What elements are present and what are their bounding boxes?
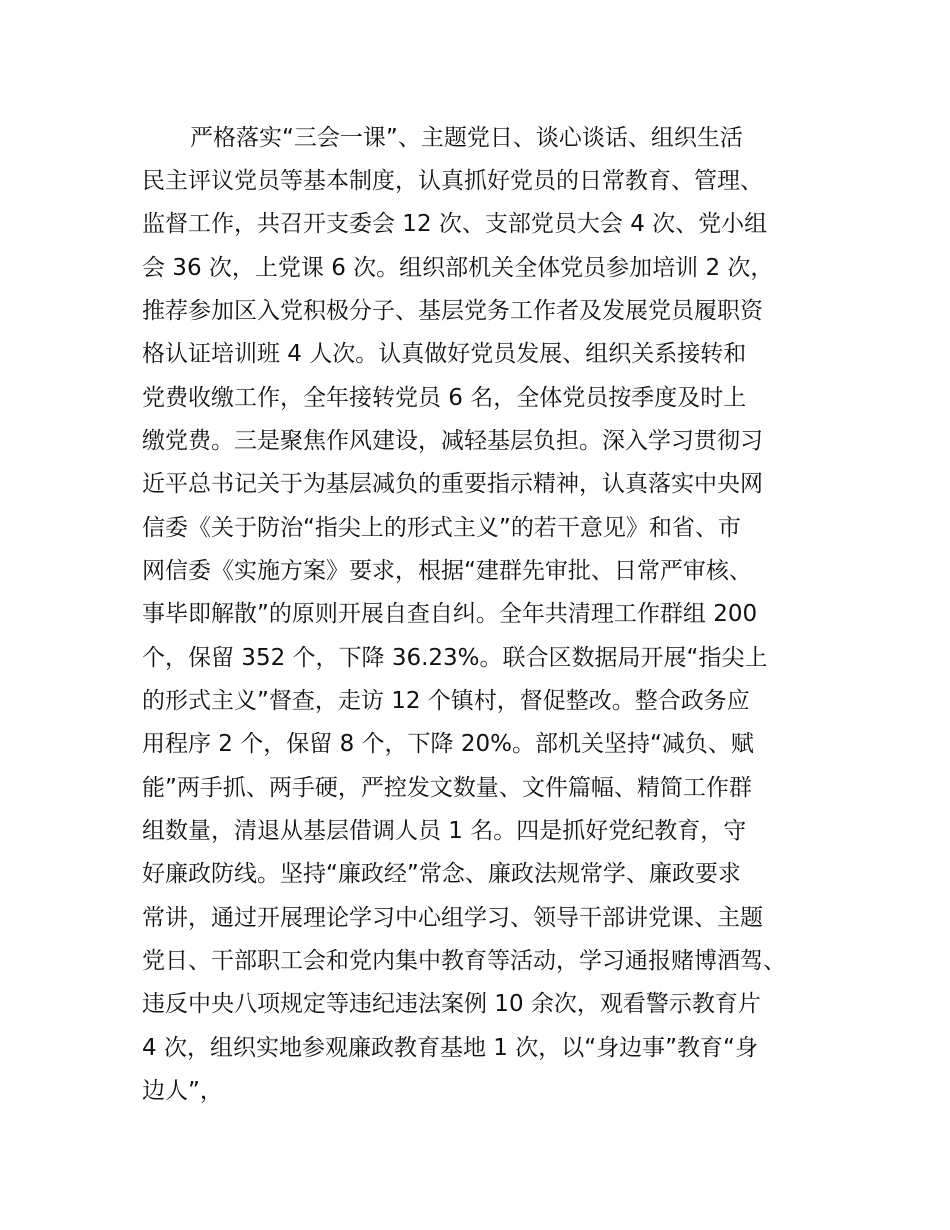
paragraph-line: 违反中央八项规定等违纪违法案例 10 余次，观看警示教育片 — [142, 991, 761, 1017]
paragraph-line: 格认证培训班 4 人次。认真做好党员发展、组织关系接转和 — [142, 341, 747, 367]
paragraph-line: 监督工作，共召开支委会 12 次、支部党员大会 4 次、党小组 — [142, 211, 768, 237]
paragraph-line: 缴党费。三是聚焦作风建设，减轻基层负担。深入学习贯彻习 — [142, 428, 763, 454]
paragraph-line: 会 36 次，上党课 6 次。组织部机关全体党员参加培训 2 次， — [142, 255, 774, 281]
paragraph-line: 网信委《实施方案》要求，根据“建群先审批、日常严审核、 — [142, 558, 752, 584]
paragraph-line: 能”两手抓、两手硬，严控发文数量、文件篇幅、精简工作群 — [142, 775, 752, 801]
paragraph-line: 事毕即解散”的原则开展自查自纠。全年共清理工作群组 200 — [142, 601, 758, 627]
paragraph-line: 个，保留 352 个，下降 36.23%。联合区数据局开展“指尖上 — [142, 645, 768, 671]
paragraph-line: 党日、干部职工会和党内集中教育等活动，学习通报赌博酒驾、 — [142, 948, 786, 974]
paragraph-line: 用程序 2 个，保留 8 个，下降 20%。部机关坚持“减负、赋 — [142, 731, 754, 757]
paragraph-line: 边人”， — [142, 1078, 223, 1104]
paragraph-line: 常讲，通过开展理论学习中心组学习、领导干部讲党课、主题 — [142, 905, 763, 931]
paragraph-line: 组数量，清退从基层借调人员 1 名。四是抓好党纪教育，守 — [142, 818, 747, 844]
paragraph-line: 4 次，组织实地参观廉政教育基地 1 次，以“身边事”教育“身 — [142, 1035, 758, 1061]
paragraph-line: 民主评议党员等基本制度，认真抓好党员的日常教育、管理、 — [142, 168, 763, 194]
paragraph-line: 严格落实“三会一课”、主题党日、谈心谈话、组织生活 — [190, 125, 743, 151]
paragraph-line: 信委《关于防治“指尖上的形式主义”的若干意见》和省、市 — [142, 515, 741, 541]
paragraph-line: 的形式主义”督查，走访 12 个镇村，督促整改。整合政务应 — [142, 688, 750, 714]
paragraph-line: 党费收缴工作，全年接转党员 6 名，全体党员按季度及时上 — [142, 385, 747, 411]
paragraph-line: 推荐参加区入党积极分子、基层党务工作者及发展党员履职资 — [142, 298, 763, 324]
paragraph-line: 近平总书记关于为基层减负的重要指示精神，认真落实中央网 — [142, 471, 763, 497]
paragraph-line: 好廉政防线。坚持“廉政经”常念、廉政法规常学、廉政要求 — [142, 861, 741, 887]
